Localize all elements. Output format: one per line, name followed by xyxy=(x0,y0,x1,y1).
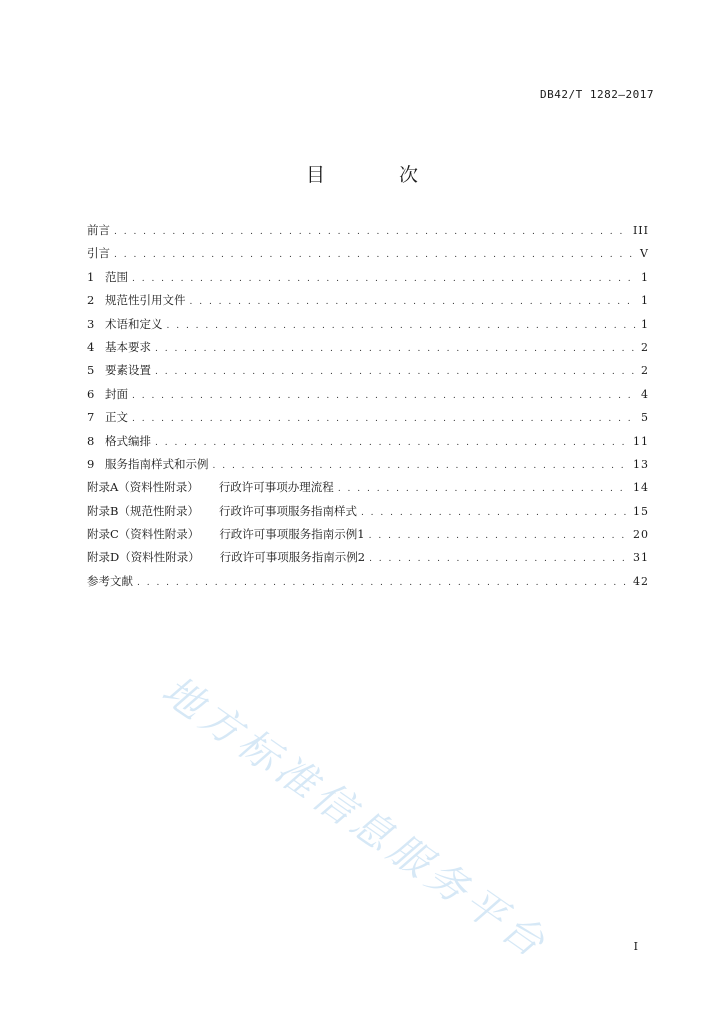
toc-entry-number: 2 xyxy=(87,293,95,308)
toc-entry-number: 4 xyxy=(87,339,95,354)
toc-entry[interactable] xyxy=(87,289,649,312)
toc-entry-page: 1 xyxy=(641,294,649,308)
toc-entry[interactable] xyxy=(87,476,649,499)
toc-entry-title: 范围 xyxy=(105,269,128,284)
toc-entry-title: 引言 xyxy=(87,246,110,261)
toc-entry-title: 附录D（资料性附录） xyxy=(87,550,200,565)
toc-entry-title: 要素设置 xyxy=(105,363,151,378)
toc-dot-leader xyxy=(114,221,629,244)
toc-entry[interactable] xyxy=(87,313,649,336)
toc-entry-number: 9 xyxy=(87,456,95,471)
toc-dot-leader xyxy=(132,385,637,408)
toc-entry-page: 2 xyxy=(641,340,649,354)
toc-dot-leader xyxy=(132,408,637,431)
toc-entry-page: 5 xyxy=(641,411,649,425)
toc-entry-title: 规范性引用文件 xyxy=(105,293,186,308)
toc-entry[interactable] xyxy=(87,359,649,382)
toc-entry-subtitle: 行政许可事项服务指南样式 xyxy=(218,503,357,518)
standard-code: DB42/T 1282—2017 xyxy=(540,88,654,101)
toc-entry[interactable] xyxy=(87,453,649,476)
toc-entry[interactable] xyxy=(87,546,649,569)
toc-entry-page: III xyxy=(632,224,649,237)
toc-entry-title: 正文 xyxy=(105,410,128,425)
toc-entry-page: V xyxy=(640,247,649,261)
toc-entry-page: 2 xyxy=(641,364,649,378)
toc-entry-number: 8 xyxy=(87,433,95,448)
toc-entry-subtitle: 行政许可事项办理流程 xyxy=(218,480,334,495)
toc-entry-title: 前言 xyxy=(87,223,110,237)
toc-dot-leader xyxy=(213,455,630,478)
toc-entry-page: 11 xyxy=(633,434,649,448)
toc-dot-leader xyxy=(338,478,629,501)
toc-entry-page: 31 xyxy=(633,551,649,565)
toc-entry-subtitle: 行政许可事项服务指南示例1 xyxy=(219,527,365,542)
toc-entry[interactable] xyxy=(87,570,649,593)
toc-entry-title: 基本要求 xyxy=(105,339,151,354)
toc-entry-number: 6 xyxy=(87,386,95,401)
toc-entry-subtitle: 行政许可事项服务指南示例2 xyxy=(219,550,366,565)
toc-entry-number: 1 xyxy=(87,269,95,284)
toc-entry-page: 4 xyxy=(641,387,649,401)
toc-dot-leader xyxy=(114,244,636,267)
table-of-contents xyxy=(87,219,649,593)
toc-entry-title: 附录A（资料性附录） xyxy=(87,480,199,495)
toc-entry-title: 封面 xyxy=(105,386,128,401)
toc-entry[interactable] xyxy=(87,500,649,523)
toc-entry[interactable] xyxy=(87,383,649,406)
toc-entry[interactable] xyxy=(87,242,649,265)
toc-entry-number: 7 xyxy=(87,410,95,425)
toc-entry-number: 3 xyxy=(87,316,95,331)
toc-dot-leader xyxy=(369,548,629,571)
toc-dot-leader xyxy=(155,338,637,361)
toc-entry-page: 14 xyxy=(633,481,649,495)
toc-entry-page: 15 xyxy=(633,504,649,518)
toc-entry-title: 服务指南样式和示例 xyxy=(105,456,209,471)
toc-entry-page: 1 xyxy=(641,270,649,284)
toc-dot-leader xyxy=(361,502,629,525)
toc-entry-title: 附录B（规范性附录） xyxy=(87,503,199,518)
toc-dot-leader xyxy=(155,432,629,455)
toc-entry-page: 20 xyxy=(633,528,649,542)
toc-entry-title: 参考文献 xyxy=(87,573,133,588)
page-number: I xyxy=(633,940,638,953)
toc-entry-title: 格式编排 xyxy=(105,433,151,448)
watermark: 地方标准信息服务平台 xyxy=(153,667,557,969)
toc-dot-leader xyxy=(369,525,629,548)
toc-entry[interactable] xyxy=(87,406,649,429)
toc-entry-title: 附录C（资料性附录） xyxy=(87,527,200,542)
toc-entry-number: 5 xyxy=(87,363,95,378)
toc-entry[interactable] xyxy=(87,430,649,453)
toc-dot-leader xyxy=(190,291,638,314)
toc-entry[interactable] xyxy=(87,336,649,359)
toc-dot-leader xyxy=(137,572,629,595)
toc-dot-leader xyxy=(167,315,638,338)
toc-entry-page: 1 xyxy=(641,317,649,331)
page-title: 目 次 xyxy=(305,164,453,186)
toc-entry-title: 术语和定义 xyxy=(105,316,163,331)
toc-dot-leader xyxy=(132,268,637,291)
toc-dot-leader xyxy=(155,361,637,384)
toc-entry-page: 42 xyxy=(633,574,649,588)
toc-entry[interactable] xyxy=(87,523,649,546)
toc-entry[interactable] xyxy=(87,266,649,289)
toc-entry[interactable] xyxy=(87,219,649,242)
toc-entry-page: 13 xyxy=(633,457,649,471)
